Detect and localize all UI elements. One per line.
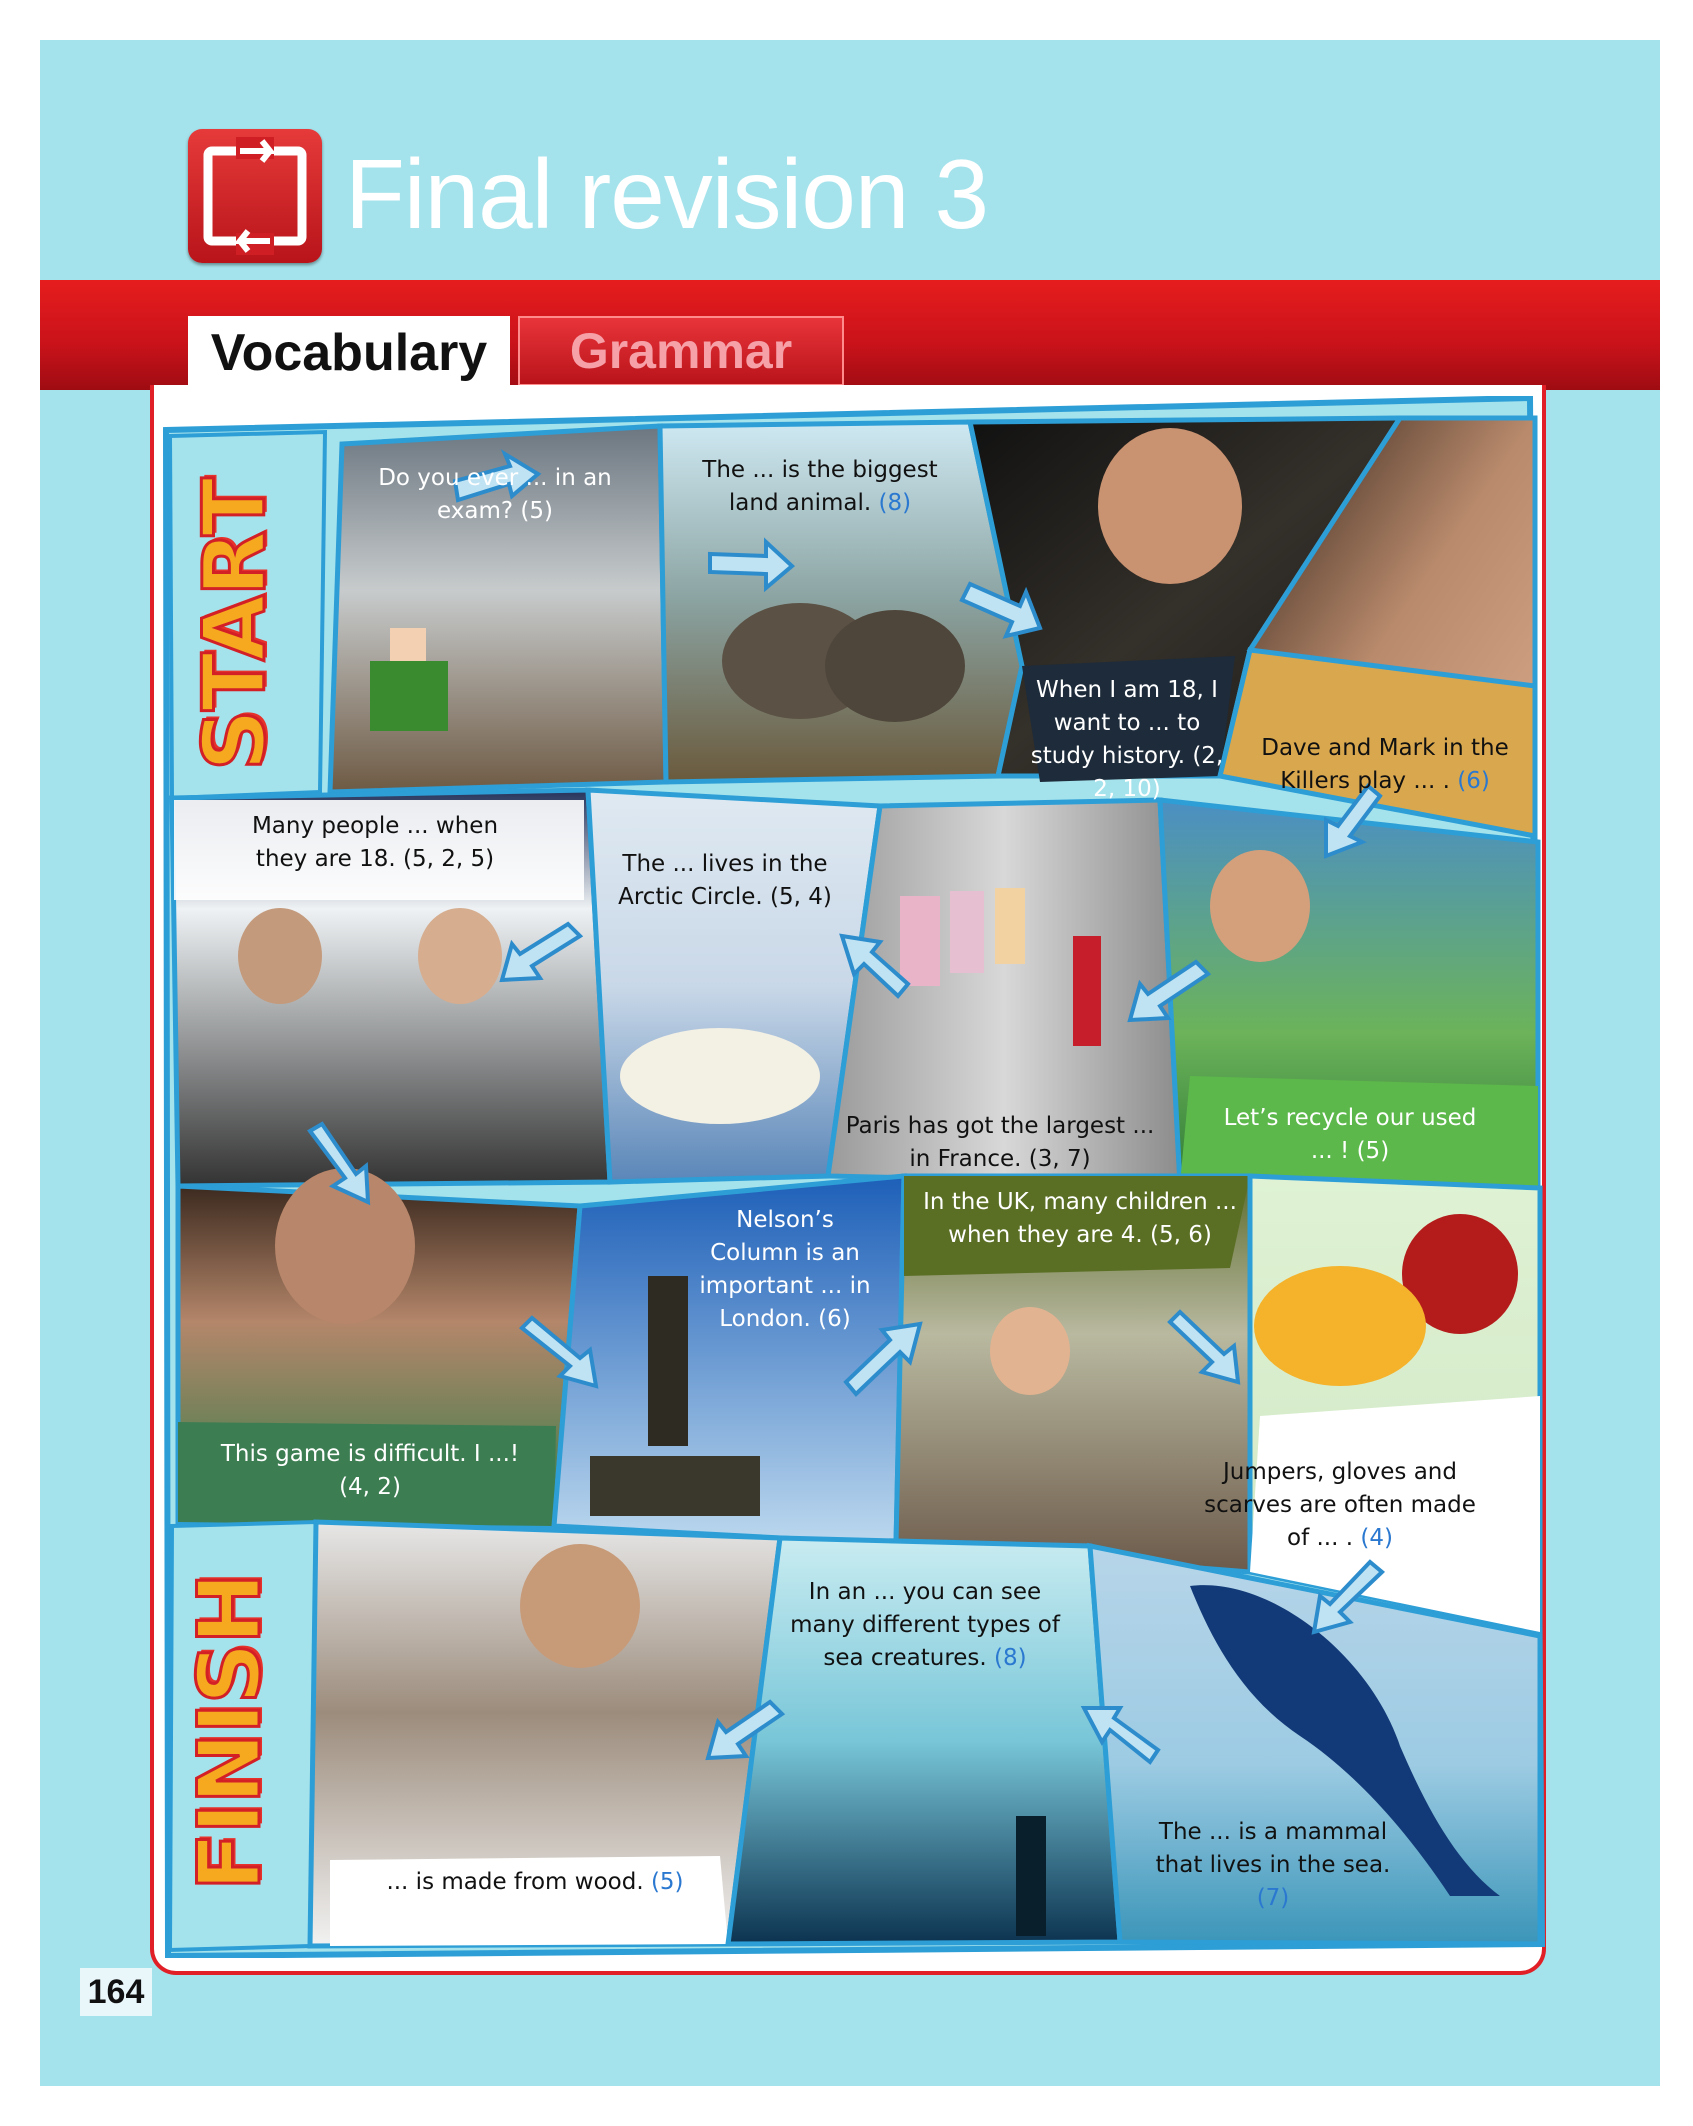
student-face	[1098, 428, 1242, 584]
clue-recycle: Let’s recycle our used ... ! (5)	[1223, 1105, 1477, 1164]
finish-label: FINISH	[180, 1574, 280, 1891]
polar-bear	[620, 1028, 820, 1124]
statue	[648, 1276, 688, 1446]
clue-school: In the UK, many children ... when they are 4. (5, 6)	[923, 1189, 1237, 1248]
board-game	[160, 396, 1545, 1958]
painting	[950, 891, 984, 973]
page-number: 164	[80, 1968, 152, 2016]
start-label: START	[185, 479, 285, 771]
instructor	[418, 908, 502, 1004]
clue-exam: Do you ever ... in an exam? (5)	[378, 465, 612, 524]
clue-gallery: Paris has got the largest ... in France. (3, 7)	[845, 1113, 1155, 1172]
clue-give-up: This game is difficult. I ...! (4, 2)	[220, 1441, 520, 1500]
yellow-wool-ball	[1254, 1266, 1426, 1386]
clue-elephant: The ... is the biggest land animal. (8)	[702, 457, 938, 516]
learner-driver	[238, 908, 322, 1004]
clue-polar-bear: The ... lives in the Arctic Circle. (5, 4)	[618, 851, 832, 910]
page-title: Final revision 3	[345, 139, 989, 249]
painting	[900, 896, 940, 986]
clue-aquarium: In an ... you can see many different types of sea creatures. (8)	[790, 1579, 1060, 1671]
girl-face	[520, 1544, 640, 1668]
man-face	[1210, 850, 1310, 962]
revision-cycle-icon	[188, 129, 322, 263]
clue-driving: Many people ... when they are 18. (5, 2, 5)	[251, 813, 499, 872]
painting	[995, 888, 1025, 964]
visitor-silhouette	[1016, 1816, 1046, 1936]
clue-landmark: Nelson’s Column is an important ... in London. (6)	[699, 1207, 871, 1332]
boy-shirt	[370, 661, 448, 731]
boy-face	[390, 628, 426, 662]
clue-dolphin: The ... is a mammal that lives in the sea. (7)	[1155, 1819, 1391, 1911]
child-face	[990, 1307, 1070, 1395]
clue-paper: ... is made from wood. (5)	[386, 1869, 684, 1895]
elephant-right	[825, 610, 965, 722]
tab-grammar[interactable]: Grammar	[518, 316, 844, 386]
clue-wool: Jumpers, gloves and scarves are often made of ... . (4)	[1204, 1459, 1476, 1551]
column-base	[590, 1456, 760, 1516]
clue-instrument: Dave and Mark in the Killers play ... . (6)	[1261, 735, 1509, 794]
clue-university: When I am 18, I want to ... to study history. (2, 2, 10)	[1030, 677, 1224, 802]
visitor	[1073, 936, 1101, 1046]
tab-vocabulary[interactable]: Vocabulary	[188, 316, 510, 390]
